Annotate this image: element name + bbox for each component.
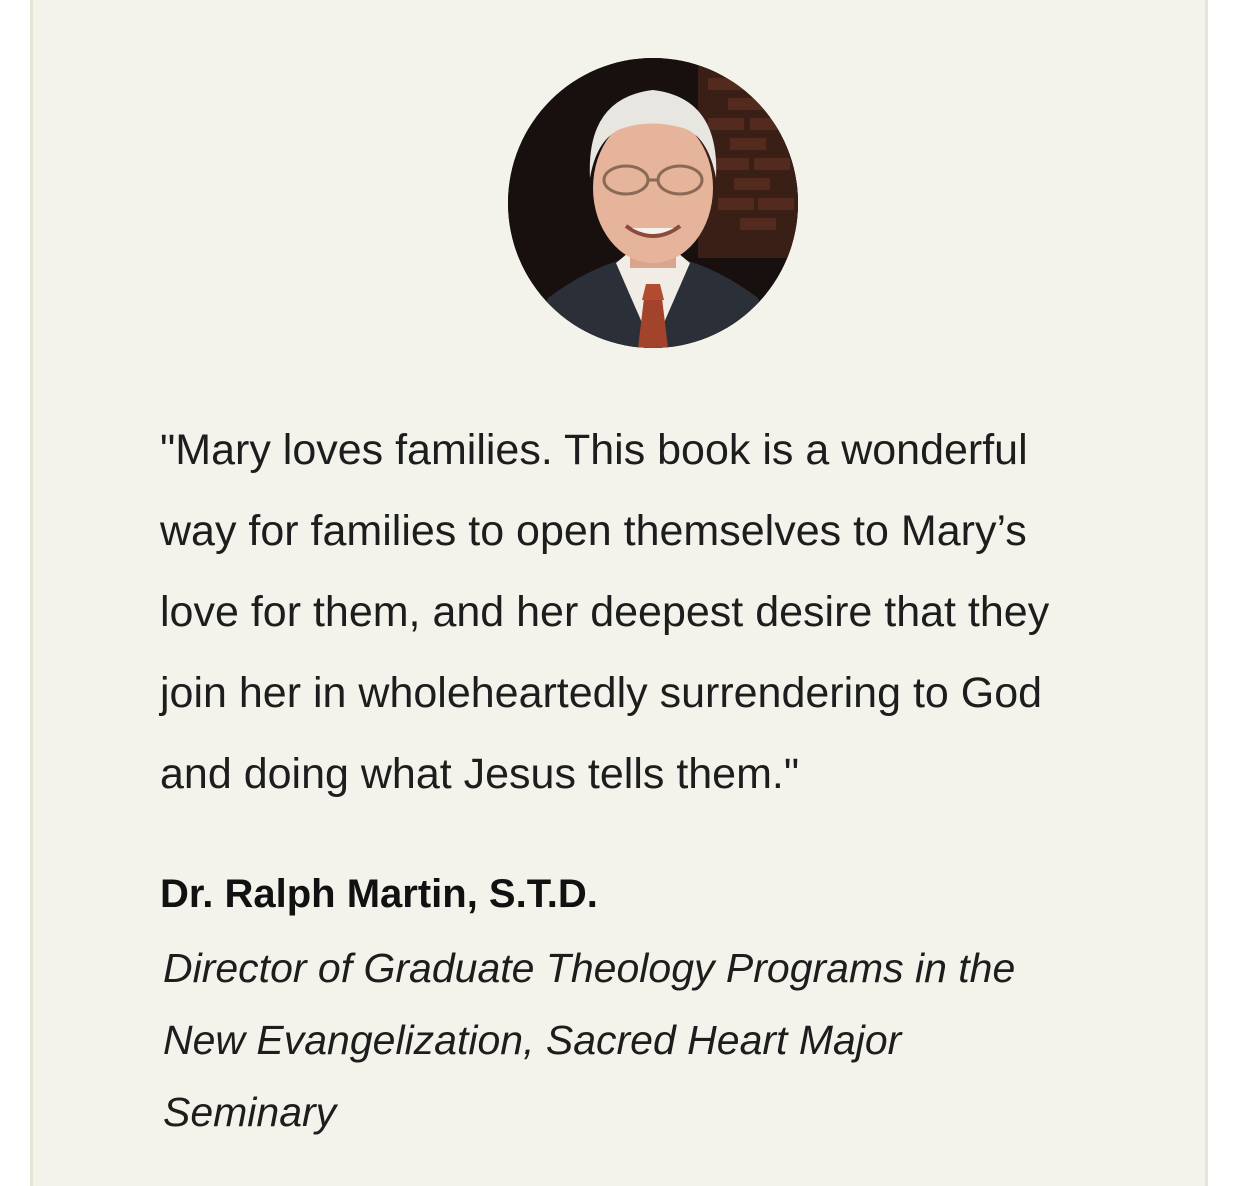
- author-title: [163, 932, 1183, 1148]
- quote-line: and doing what Jesus tells them.": [160, 750, 800, 798]
- quote-line: way for families to open themselves to Mary’s: [160, 507, 1027, 555]
- quote-line: love for them, and her deepest desire that they: [160, 588, 1050, 636]
- author-title-line: New Evangelization, Sacred Heart Major: [163, 1017, 902, 1063]
- author-photo: [508, 58, 798, 348]
- author-title-line: Seminary: [163, 1089, 337, 1135]
- testimonial-quote: [160, 410, 1160, 815]
- author-name: Dr. Ralph Martin, S.T.D.: [160, 872, 598, 916]
- testimonial-card: [30, 0, 1208, 1186]
- portrait-image: [508, 58, 798, 348]
- quote-line: "Mary loves families. This book is a wonderful: [160, 426, 1028, 474]
- author-title-line: Director of Graduate Theology Programs in the: [163, 945, 1016, 991]
- quote-line: join her in wholeheartedly surrendering to God: [160, 669, 1043, 717]
